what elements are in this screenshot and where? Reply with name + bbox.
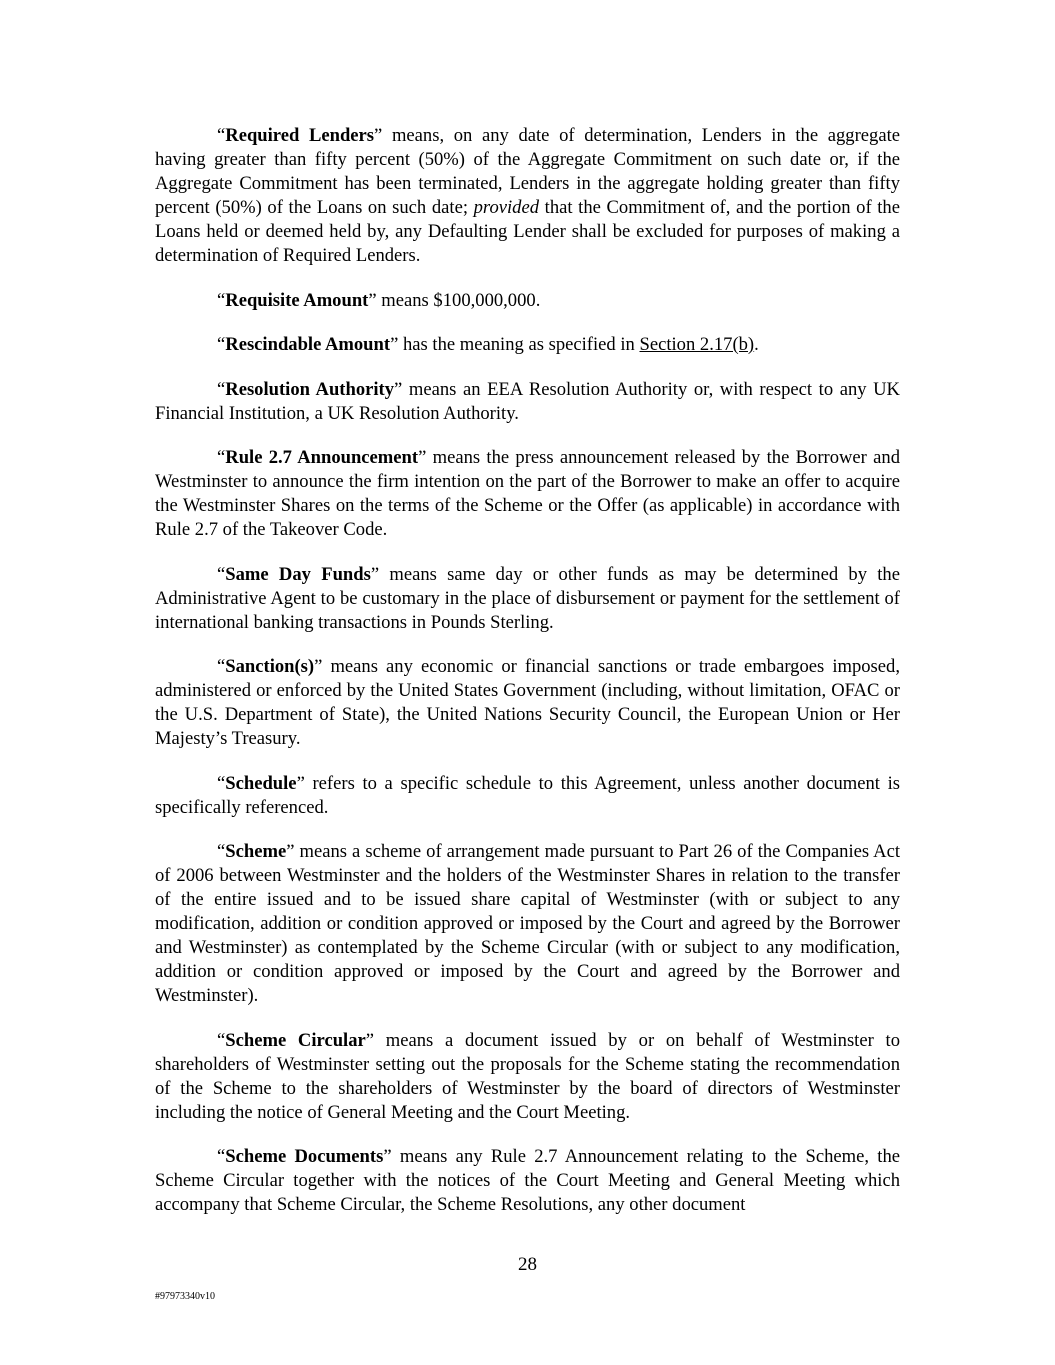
open-quote: “ [217, 563, 226, 585]
open-quote: “ [217, 125, 226, 146]
open-quote: “ [217, 378, 226, 400]
defined-term: Sanction(s) [225, 656, 315, 677]
defined-term: Rule 2.7 Announcement [225, 447, 419, 468]
definition-text: means same day or other funds as may be determined by the Administrative Agent to be customary in the place of disbursement or payment for the settlement of international banking transactions in Pounds Sterling. [155, 563, 900, 633]
definition-sanctions [155, 655, 900, 751]
defined-term: Scheme [225, 841, 287, 862]
defined-term: Scheme Circular [225, 1029, 366, 1051]
defined-term: Required Lenders [225, 125, 375, 146]
italic-text: provided [473, 197, 540, 218]
defined-term: Resolution Authority [225, 378, 395, 400]
close-quote: ” [383, 1146, 392, 1167]
definition-text: means an EEA Resolution Authority or, with respect to any UK Financial Institution, a UK Resolution Authority. [155, 378, 900, 424]
definition-text: means a document issued by or on behalf of Westminster to shareholders of Westminster setting out the proposals for the Scheme stating the recommendation of the Scheme to the shareholders of Westminster by the board of directors of Westminster including the notice of General Meeting and the Court Meeting. [155, 1029, 900, 1123]
defined-term: Requisite Amount [225, 289, 369, 311]
open-quote: “ [217, 289, 226, 311]
definition-resolution-authority [155, 378, 900, 426]
definition-required-lenders [155, 124, 900, 268]
definition-text: means any economic or financial sanctions or trade embargoes imposed, administered or enforced by the United States Government (including, without limitation, OFAC or the U.S. Department of State), the United Nations Security Council, the European Union or Her Majesty’s Treasury. [155, 656, 900, 749]
definition-text: means a scheme of arrangement made pursuant to Part 26 of the Companies Act of 2006 between Westminster and the holders of the Westminster Shares in relation to the transfer of the entire issued and to be issued share capital of Westminster (with or subject to any modification, addition or condition approved or imposed by the Court and agreed by the Borrower and Westminster) as contemplated by the Scheme Circular (with or subject to any modification, addition or condition approved or imposed by the Court and agreed by the Borrower and Westminster). [155, 841, 900, 1006]
definition-scheme-circular [155, 1029, 900, 1125]
definition-text: that the Commitment of, and the portion of the Loans held or deemed held by, any Defaulting Lender shall be excluded for purposes of making a determination of Required Lenders. [155, 197, 900, 266]
open-quote: “ [217, 656, 226, 677]
close-quote: ” [365, 1029, 375, 1051]
definition-scheme [155, 840, 900, 1008]
open-quote: “ [217, 334, 226, 355]
definition-requisite-amount [155, 289, 900, 313]
defined-term: Same Day Funds [225, 563, 371, 585]
section-cross-reference-link[interactable]: Section 2.17(b) [639, 334, 755, 355]
close-quote: ” [370, 563, 380, 585]
page-number: 28 [518, 1254, 537, 1275]
defined-term: Schedule [225, 772, 297, 794]
definition-text: means any Rule 2.7 Announcement relating to the Scheme, the Scheme Circular together with the notices of the Court Meeting and General Meeting which accompany that Scheme Circular, the Scheme Resolutions, any other document [155, 1146, 900, 1215]
definition-schedule [155, 772, 900, 820]
close-quote: ” [390, 334, 399, 355]
document-id: #97973340v10 [155, 1291, 215, 1302]
open-quote: “ [217, 447, 226, 468]
defined-term: Scheme Documents [225, 1146, 384, 1167]
definition-same-day-funds [155, 563, 900, 635]
defined-term: Rescindable Amount [225, 334, 391, 355]
definitions-section [155, 124, 900, 1217]
open-quote: “ [217, 1146, 226, 1167]
close-quote: ” [314, 656, 323, 677]
close-quote: ” [286, 841, 295, 862]
definition-scheme-documents [155, 1145, 900, 1217]
close-quote: ” [368, 289, 377, 311]
close-quote: ” [374, 125, 383, 146]
definition-text: has the meaning as specified in [402, 334, 635, 355]
definition-text: . [754, 334, 759, 355]
definition-text: means, on any date of determination, Lenders in the aggregate having greater than fifty percent (50%) of the Aggregate Commitment on such date or, if the Aggregate Commitment has been terminated, Lenders in the aggregate holding greater than fifty percent (50%) of the Loans on such date; [155, 125, 901, 218]
definition-text: means $100,000,000. [381, 289, 541, 311]
definition-text: means the press announcement released by the Borrower and Westminster to announce the firm intention on the part of the Borrower to make an offer to acquire the Westminster Shares on the terms of the Scheme or the Offer (as applicable) in accordance with Rule 2.7 of the Takeover Code. [155, 447, 900, 540]
close-quote: ” [418, 447, 427, 468]
definition-text: refers to a specific schedule to this Agreement, unless another document is specifically referenced. [155, 772, 900, 818]
definition-rescindable-amount [155, 333, 900, 357]
open-quote: “ [217, 841, 226, 862]
open-quote: “ [217, 1029, 226, 1051]
close-quote: ” [394, 378, 403, 400]
definition-rule-2-7-announcement [155, 446, 900, 542]
close-quote: ” [296, 772, 305, 794]
open-quote: “ [217, 772, 226, 794]
